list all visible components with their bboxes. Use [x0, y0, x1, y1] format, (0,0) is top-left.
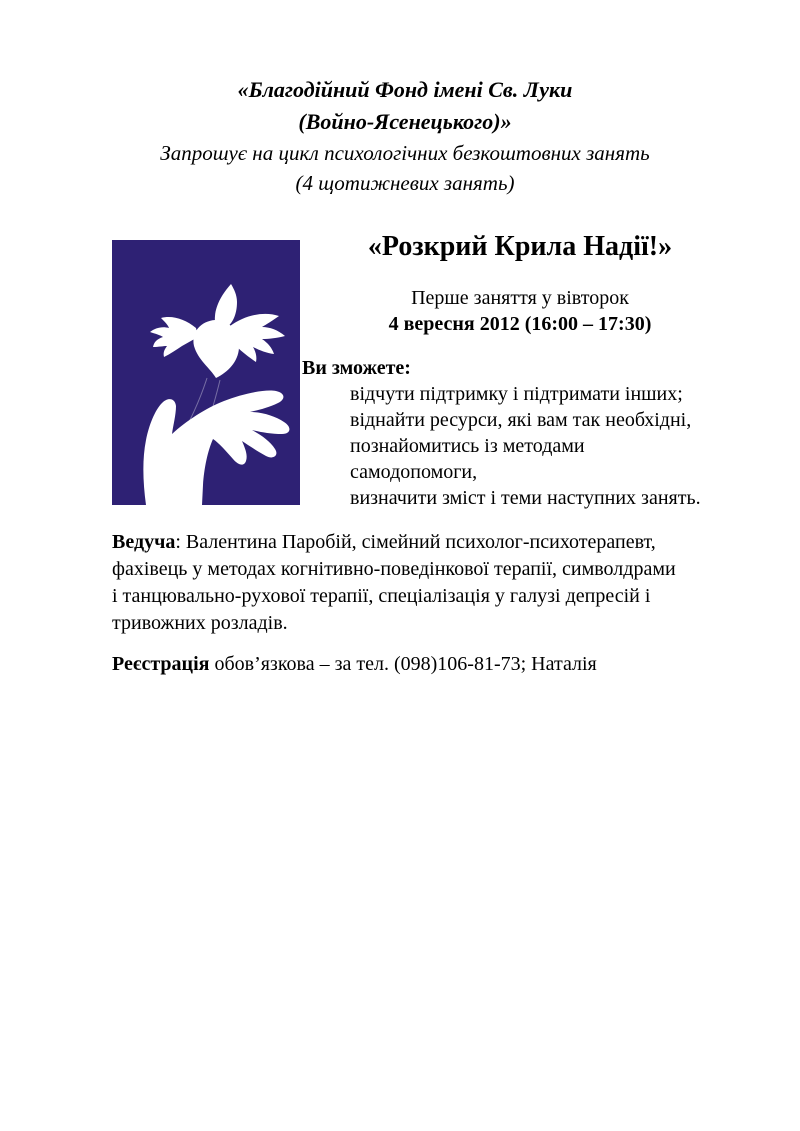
benefit-item: віднайти ресурси, які вам так необхідні,	[350, 409, 692, 431]
benefits-section	[302, 355, 772, 511]
invitation-line1: Запрошує на цикл психологічних безкоштовних занять	[160, 141, 650, 165]
benefit-item: визначити зміст і теми наступних занять.	[350, 487, 701, 509]
presenter-line	[112, 529, 762, 556]
org-name-line1: «Благодійний Фонд імені Св. Луки	[237, 77, 573, 102]
org-name-line2: (Войно-Ясенецького)»	[298, 109, 512, 134]
session-info	[300, 285, 740, 337]
invitation-line2: (4 щотижневих занять)	[295, 171, 515, 195]
presenter-line1-text: : Валентина Паробій, сімейний психолог-психотерапевт,	[175, 531, 656, 553]
benefit-item: познайомитись із методами	[350, 435, 585, 457]
presenter-paragraph	[112, 529, 762, 637]
presenter-line: фахівець у методах когнітивно-поведінкової терапії, символдрами	[112, 558, 676, 580]
presenter-label: Ведуча	[112, 531, 176, 553]
benefit-item: відчути підтримку і підтримати інших;	[350, 383, 683, 405]
benefits-heading: Ви зможете:	[302, 357, 411, 379]
org-header	[55, 74, 755, 198]
registration-text: обов’язкова – за тел. (098)106-81-73; Наталія	[209, 653, 597, 675]
dove-hands-illustration	[112, 240, 300, 505]
presenter-line: тривожних розладів.	[112, 612, 288, 634]
registration-line	[112, 651, 762, 678]
registration-label: Реєстрація	[112, 653, 210, 675]
session-date: 4 вересня 2012 (16:00 – 17:30)	[388, 313, 652, 335]
benefit-item: самодопомоги,	[350, 461, 478, 483]
event-title: «Розкрий Крила Надії!»	[367, 231, 673, 262]
dove-hands-artwork	[112, 240, 300, 505]
presenter-line: і танцювально-рухової терапії, спеціалізація у галузі депресій і	[112, 585, 651, 607]
session-line1: Перше заняття у вівторок	[411, 287, 629, 309]
artwork-background	[112, 240, 300, 505]
